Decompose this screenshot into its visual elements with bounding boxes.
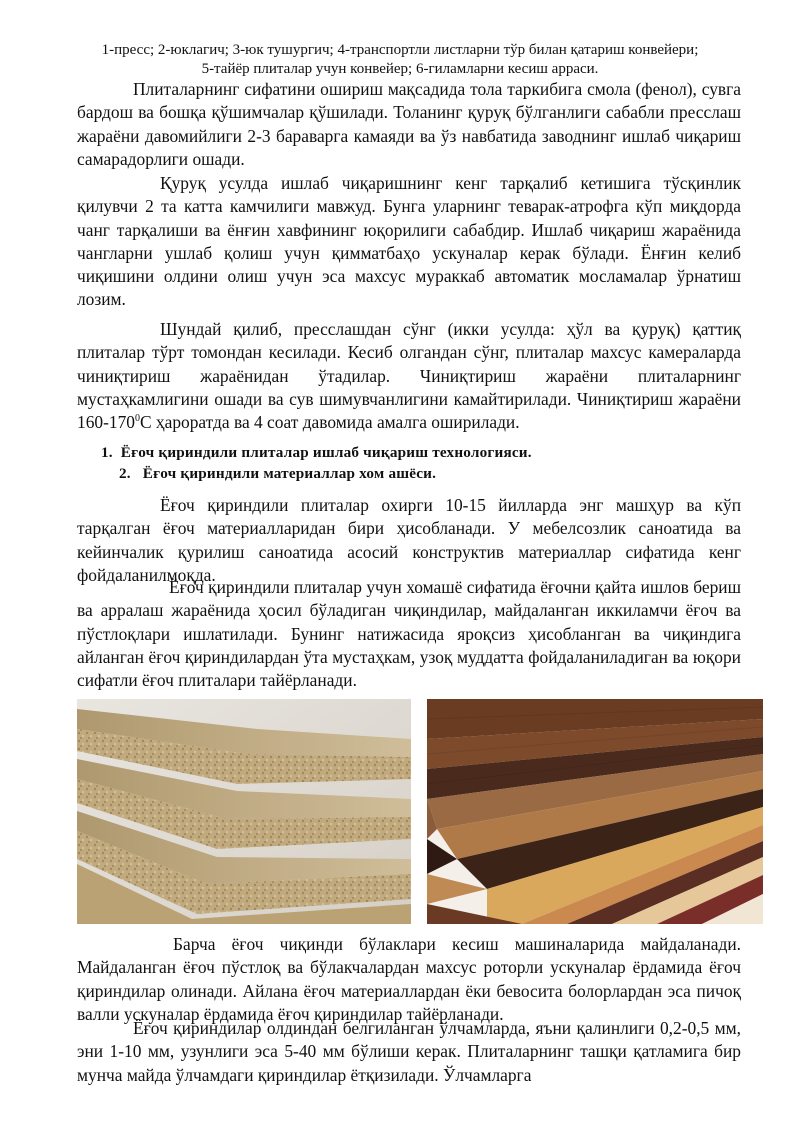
chipboard-image (77, 699, 411, 924)
veneer-samples-photo (427, 699, 763, 924)
heading-1-number: 1. (101, 444, 113, 461)
heading-2-number: 2. (119, 465, 131, 482)
paragraph-raw-material: Ёғоч қириндили плиталар учун хомашё сифатида ёғочни қайта ишлов бериш ва арралаш жараёнида ҳосил бўладиган чиқиндилар, майдаланган иккиламчи ёғоч ва пўстлоқлари ишлатилади. Бунинг натижасида яроқсиз ҳисобланган ва чиқиндига айланган ёғоч қириндилардан ўта мустаҳкам, узоқ муддатта фойдаланиладиган ва юқори сифатли ёғоч плиталари тайёрланади. (77, 577, 741, 691)
paragraph-tempering (77, 318, 741, 434)
heading-2-text: Ёғоч қириндили материаллар хом ашёси. (142, 465, 437, 482)
section-heading-2 (119, 465, 436, 483)
chipboard-photo (77, 699, 411, 924)
paragraph-chipboard-popularity: Ёғоч қириндили плиталар охирги 10-15 йилларда энг машҳур ва кўп тарқалган ёғоч материалларидан бири ҳисобланади. У мебелсозлик саноатида ва кейинчалик қурилиш саноатида асосий конструктив материаллар сифатида кенг фойдаланилмоқда. (77, 495, 741, 585)
heading-1-text: Ёғоч қириндили плиталар ишлаб чиқариш технологияси. (120, 444, 532, 461)
tempering-text: Шундай қилиб, пресслашдан сўнг (икки усулда: ҳўл ва қуруқ) қаттиқ плиталар тўрт томондан кесилади. Кесиб олгандан сўнг, плиталар махсус камераларда чиниқтириш жараёнидан ўтадилар. Чиниқтириш жараёни плиталарнинг мустаҳкамлигини ошади ва сув шимувчанлигини камайтирилади. Чиниқтириш жараёни 160-170 (77, 319, 741, 433)
veneer-image (427, 699, 763, 924)
caption-line-2: 5-тайёр плиталар учун конвейер; 6-гиламларни кесиш арраси. (201, 61, 599, 77)
tempering-text-tail: С ҳароратда ва 4 соат давомида амалга оширилади. (139, 412, 520, 433)
paragraph-resin-additives: Плиталарнинг сифатини ошириш мақсадида тола таркибига смола (фенол), сувга бардош ва бошқа қўшимчалар қўшилади. Толанинг қуруқ бўлганлиги сабабли пресслаш жараёни давомийлиги 2-3 бараварга камаяди ва ўз навбатида заводнинг ишлаб чиқариш самарадорлиги ошади. (77, 79, 741, 169)
paragraph-shredding: Барча ёғоч чиқинди бўлаклари кесиш машиналарида майдаланади. Майдаланган ёғоч пўстлоқ ва бўлакчалардан махсус роторли ускуналар ёрдамида ёғоч қириндилар олинади. Айлана ёғоч материаллардан ёки бевосита болорлардан эса пичоқ валли ускуналар ёрдамида ёғоч қириндилар тайёрланади. (77, 934, 741, 1024)
paragraph-dry-method-drawbacks: Қуруқ усулда ишлаб чиқаришнинг кенг тарқалиб кетишига тўсқинлик қилувчи 2 та катта камчилиги мавжуд. Бунга уларнинг теварак-атрофга кўп миқдорда чанг тарқалиши ва ёнғин хавфининг юқорилиги сабабдир. Ишлаб чиқариш жараёнида чангларни ушлаб қолиш учун қимматбаҳо ускуналар керак бўлади. Ёнғин келиб чиқишини олдини олиш учун эса махсус мураккаб автоматик мосламалар ўрнатиш лозим. (77, 173, 741, 310)
section-heading-1 (101, 444, 532, 462)
degree-sup: 0 (134, 413, 140, 425)
figure-caption (60, 41, 740, 79)
paragraph-chip-dimensions: Ёғоч қириндилар олдиндан белгиланган ўлчамларда, яъни қалинлиги 0,2-0,5 мм, эни 1-10 мм, узунлиги эса 5-40 мм бўлиши керак. Плиталарнинг ташқи қатламига бир мунча майда ўлчамдаги қириндилар ётқизилади. Ўлчамларга (77, 1018, 741, 1085)
caption-line-1: 1-пресс; 2-юклагич; 3-юк тушургич; 4-транспортли листларни тўр билан қатариш конвейери; (101, 42, 699, 58)
